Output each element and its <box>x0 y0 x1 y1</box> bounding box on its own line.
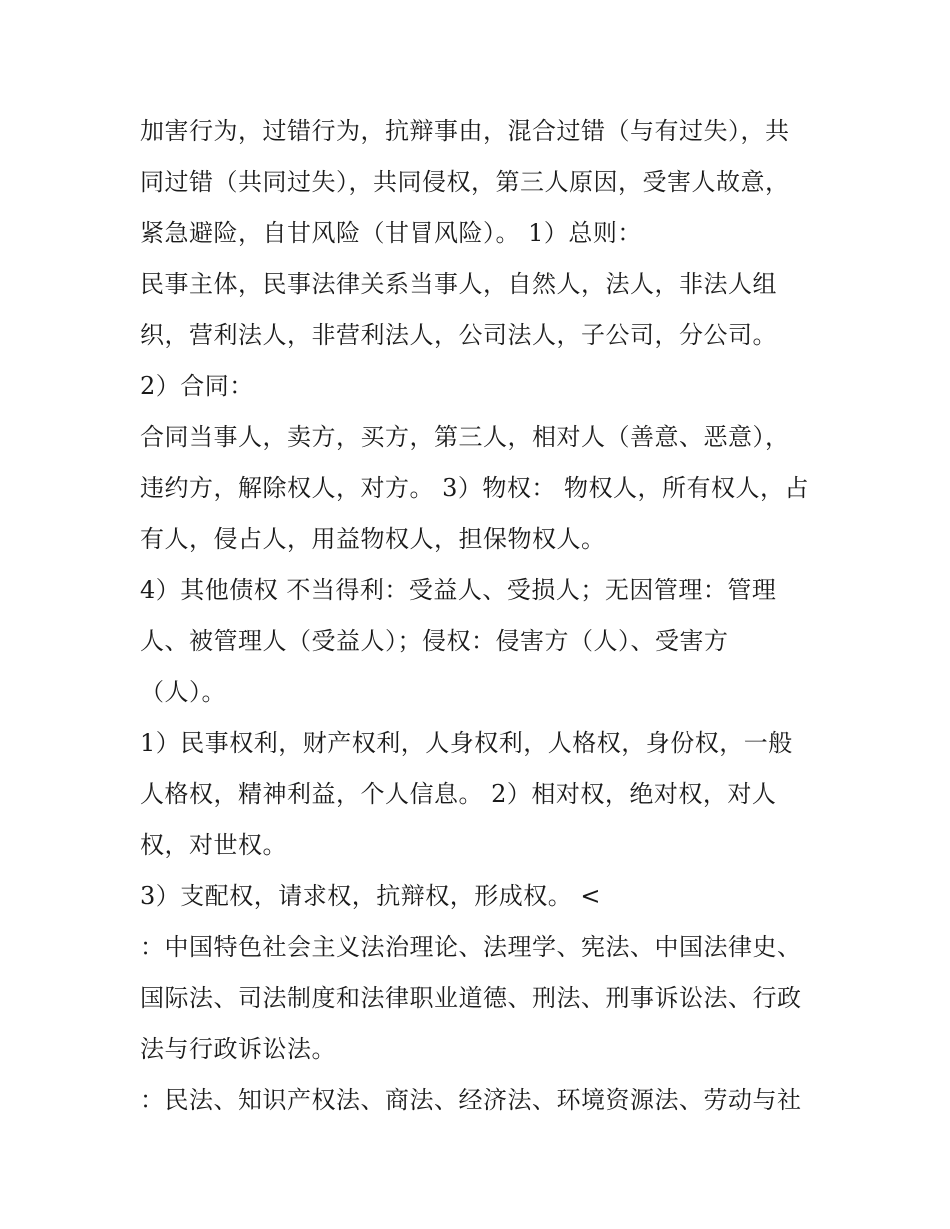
text-line: 1）民事权利，财产权利，人身权利，人格权，身份权，一般 <box>140 729 793 757</box>
text-line: 织，营利法人，非营利法人，公司法人，子公司，分公司。 <box>140 321 777 349</box>
text-line: 同过错（共同过失），共同侵权，第三人原因，受害人故意， <box>140 168 790 196</box>
text-line: 加害行为，过错行为，抗辩事由，混合过错（与有过失），共 <box>140 117 790 145</box>
text-line: 合同当事人，卖方，买方，第三人，相对人（善意、恶意）， <box>140 423 790 451</box>
text-line: 国际法、司法制度和法律职业道德、刑法、刑事诉讼法、行政 <box>140 984 802 1012</box>
text-line: 3）支配权，请求权，抗辩权，形成权。 < <box>140 882 602 910</box>
text-line: 法与行政诉讼法。 <box>140 1035 336 1063</box>
text-line: 有人，侵占人，用益物权人，担保物权人。 <box>140 525 606 553</box>
text-line: 2）合同： <box>140 372 254 400</box>
text-line: 权，对世权。 <box>140 831 287 859</box>
text-line: ：中国特色社会主义法治理论、法理学、宪法、中国法律史、 <box>140 933 802 961</box>
text-line: 4）其他债权 不当得利：受益人、受损人；无因管理：管理 <box>140 576 777 604</box>
body-text <box>140 106 830 1126</box>
text-line: 人格权，精神利益，个人信息。 2）相对权，绝对权，对人 <box>140 780 777 808</box>
text-line: 紧急避险，自甘风险（甘冒风险）。 1）总则： <box>140 219 642 247</box>
text-line: 民事主体，民事法律关系当事人，自然人，法人，非法人组 <box>140 270 777 298</box>
text-line: ：民法、知识产权法、商法、经济法、环境资源法、劳动与社 <box>140 1086 802 1114</box>
text-line: （人）。 <box>140 678 226 706</box>
text-line: 人、被管理人（受益人）；侵权：侵害方（人）、受害方 <box>140 627 729 655</box>
text-line: 违约方，解除权人，对方。 3）物权： 物权人，所有权人，占 <box>140 474 810 502</box>
